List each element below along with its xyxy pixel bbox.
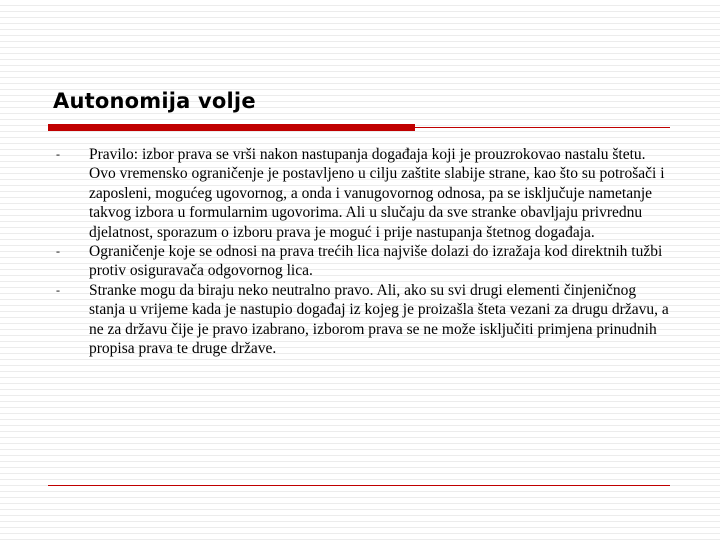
title-underline xyxy=(48,124,670,135)
bullet-item xyxy=(56,145,670,242)
bullet-text: Stranke mogu da biraju neko neutralno pravo. Ali, ako su svi drugi elementi činjeničnog stanja u vrijeme kada je nastupio događaj iz kojeg je proizašla šteta vezani za drugu državu, a ne za državu čije je pravo izabrano, izborom prava se ne može isključiti primjena prinudnih propisa prava te druge države. xyxy=(89,281,669,358)
bullet-item xyxy=(56,242,670,281)
title-underline-line xyxy=(415,127,670,128)
slide-title: Autonomija volje xyxy=(53,89,256,113)
bullet-list xyxy=(56,145,670,358)
bullet-dash-icon: - xyxy=(56,147,60,161)
bottom-rule xyxy=(48,485,670,486)
bullet-dash-icon: - xyxy=(56,282,60,297)
bullet-dash-icon: - xyxy=(56,244,60,259)
bullet-item xyxy=(56,281,670,359)
title-underline-bar xyxy=(48,124,415,131)
bullet-text: Pravilo: izbor prava se vrši nakon nastupanja događaja koji je prouzrokovao nastalu štetu. Ovo vremensko ograničenje je postavljeno u cilju zaštite slabije strane, kao što su potrošači i zaposleni, mogućeg ugovornog, a onda i vanugovornog odnosa, pa se isključuje nametanje takvog izbora u formularnim ugovorima. Ali u slučaju da sve stranke obavljaju privrednu djelatnost, sporazum o izboru prava je moguć i prije nastupanja štetnog događaja. xyxy=(89,146,665,241)
bullet-text: Ograničenje koje se odnosi na prava trećih lica najviše dolazi do izražaja kod direktnih tužbi protiv osiguravača odgovornog lica. xyxy=(89,243,663,280)
